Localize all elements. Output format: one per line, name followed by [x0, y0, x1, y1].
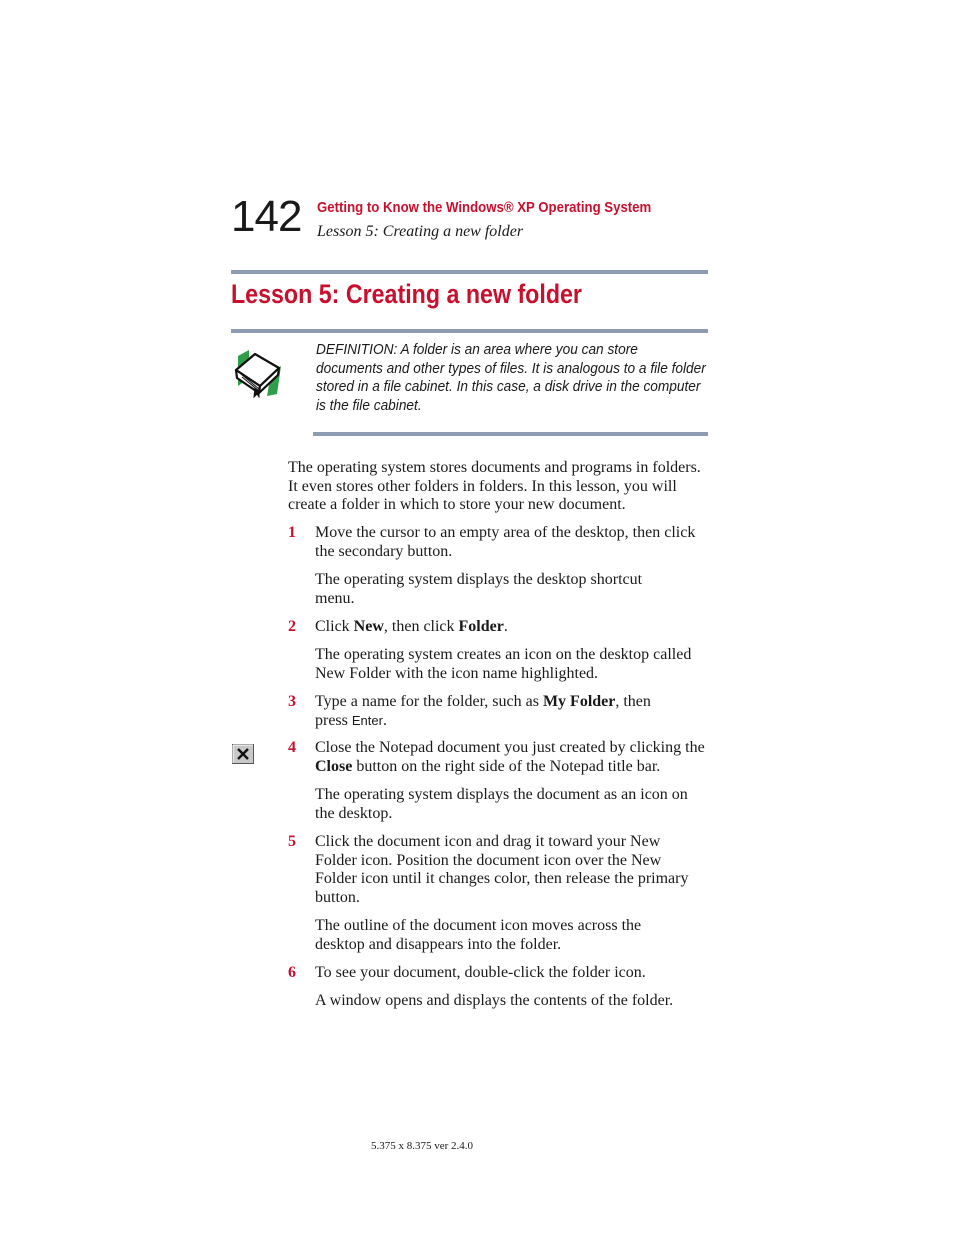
definition-note: DEFINITION: A folder is an area where you can store documents and other types of files. It is analogous to a file folder stored in a file cabinet. In this case, a disk drive in the computer is the file cabinet.	[316, 341, 706, 414]
step-number: 1	[288, 524, 296, 541]
step-number: 3	[288, 693, 296, 710]
step-text: Click New, then click Folder.	[315, 618, 508, 635]
definition-rule	[313, 432, 708, 436]
close-icon	[232, 744, 254, 764]
lesson-title: Lesson 5: Creating a new folder	[231, 279, 582, 309]
step-result: A window opens and displays the contents of the folder.	[315, 992, 674, 1009]
book-icon	[233, 348, 285, 398]
step-text: Close the Notepad document you just created by clicking the Close button on the right side of the Notepad title bar.	[315, 739, 705, 775]
running-title: Getting to Know the Windows® XP Operating System	[317, 199, 652, 216]
running-subtitle: Lesson 5: Creating a new folder	[317, 223, 524, 240]
step-result: The operating system creates an icon on the desktop called New Folder with the icon name highlighted.	[315, 646, 692, 682]
step-result: The operating system displays the desktop shortcut menu.	[315, 571, 643, 607]
step-text: To see your document, double-click the folder icon.	[315, 964, 646, 981]
step-text: Click the document icon and drag it toward your New Folder icon. Position the document icon over the New Folder icon until it changes color, then release the primary button.	[315, 833, 689, 906]
page-number: 142	[231, 192, 302, 241]
top-rule	[231, 270, 708, 274]
step-number: 4	[288, 739, 296, 756]
step-result: The outline of the document icon moves across the desktop and disappears into the folder.	[315, 917, 642, 953]
footer-version: 5.375 x 8.375 ver 2.4.0	[371, 1140, 474, 1152]
step-number: 6	[288, 964, 296, 981]
title-rule	[231, 329, 708, 333]
step-text: Move the cursor to an empty area of the desktop, then click the secondary button.	[315, 524, 696, 560]
step-text: Type a name for the folder, such as My Folder, then press Enter.	[315, 693, 651, 729]
enter-key: Enter	[351, 712, 383, 728]
step-result: The operating system displays the document as an icon on the desktop.	[315, 786, 688, 822]
step-number: 5	[288, 833, 296, 850]
step-number: 2	[288, 618, 296, 635]
intro-paragraph: The operating system stores documents and programs in folders. It even stores other folders in folders. In this lesson, you will create a folder in which to store your new document.	[288, 459, 701, 514]
